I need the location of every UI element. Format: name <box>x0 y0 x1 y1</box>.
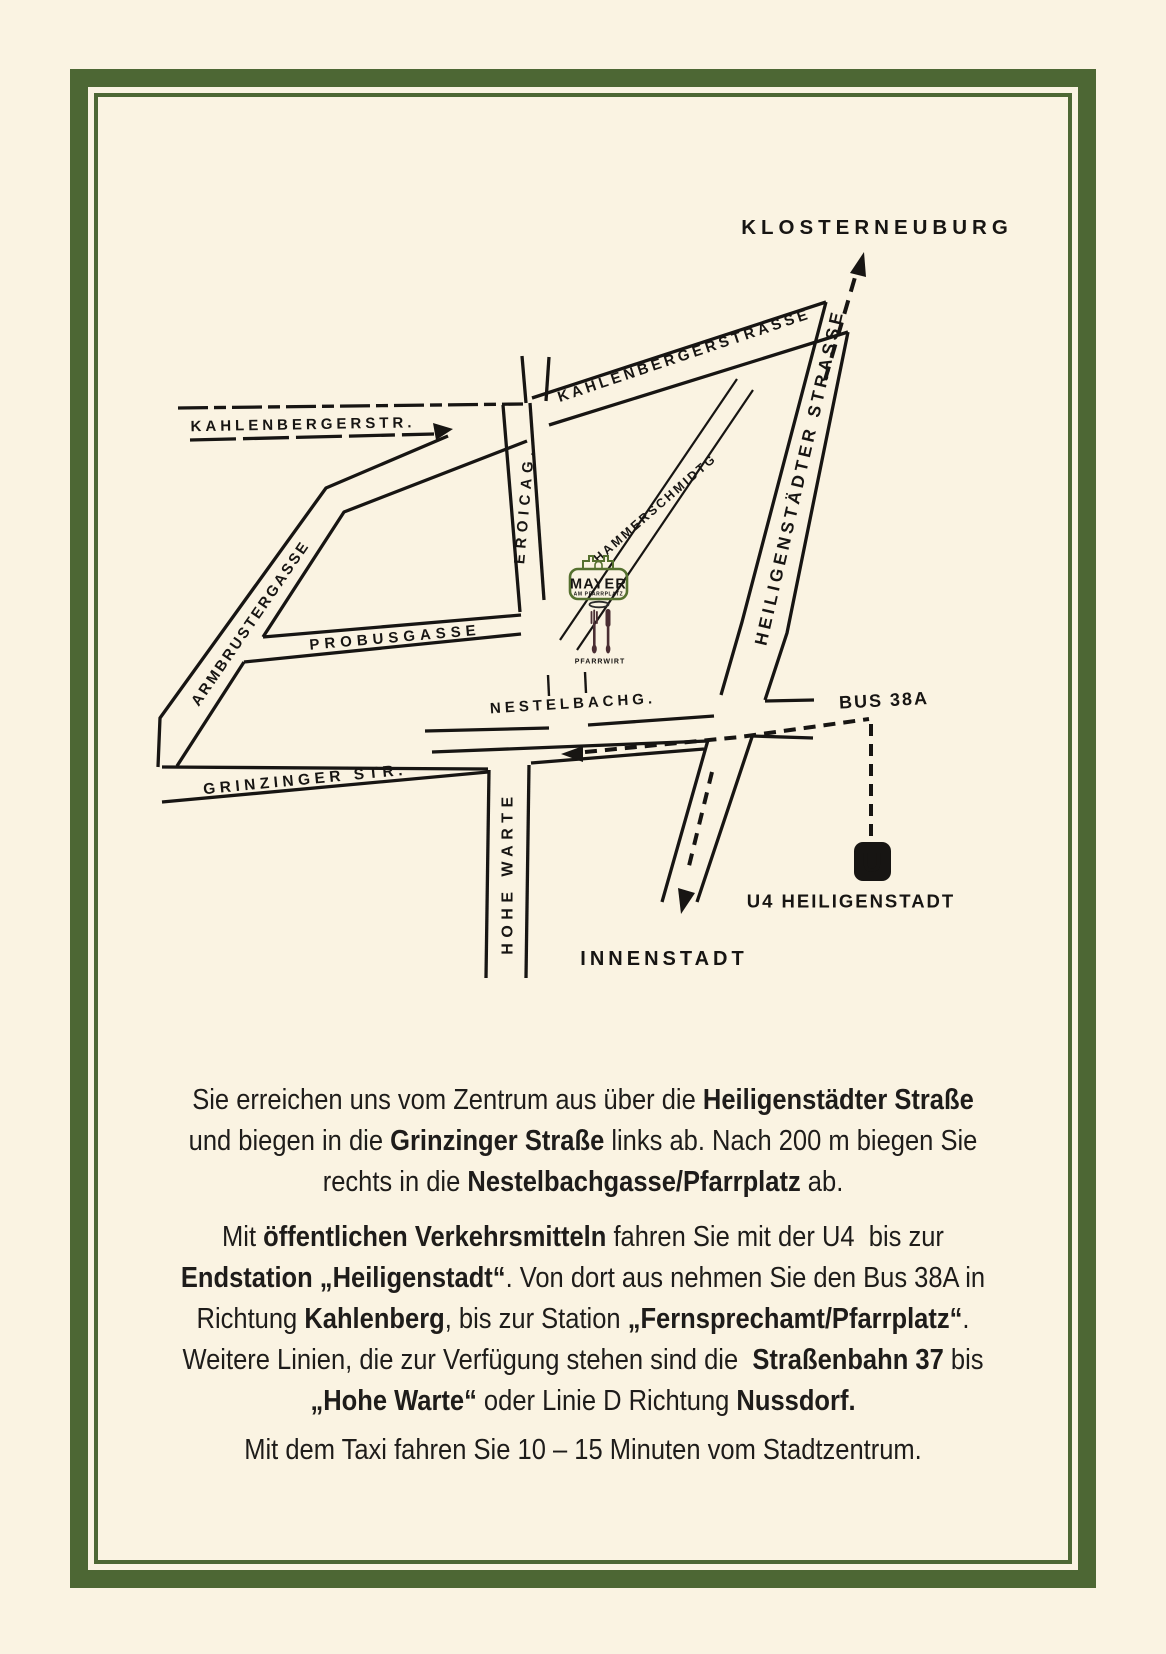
entrance-tick <box>585 672 586 693</box>
street-line <box>178 404 523 408</box>
route-dashed-line <box>585 719 869 752</box>
route-innenstadt <box>678 772 712 914</box>
directions-line <box>151 1258 1015 1299</box>
street-line <box>190 434 434 440</box>
directions-line <box>151 1299 1015 1340</box>
street-label-armbrustergasse: ARMBRUSTERGASSE <box>187 537 314 710</box>
street-line <box>721 302 826 695</box>
text-segment: fahren Sie mit der U4 bis zur <box>606 1221 944 1253</box>
street-line <box>522 356 526 403</box>
text-segment: links ab. Nach 200 m biegen Sie <box>604 1125 978 1157</box>
text-segment: Straßenbahn 37 <box>752 1344 944 1376</box>
street-label-eroicagasse: EROICAG. <box>511 445 539 565</box>
street-label-grinzinger-strasse: GRINZINGER STR. <box>202 761 408 799</box>
directions-line <box>151 1217 1015 1258</box>
text-segment: ab. <box>800 1166 844 1198</box>
text-segment: öffentlichen Verkehrsmitteln <box>263 1221 607 1253</box>
street-line <box>158 436 448 767</box>
label-klosterneuburg: KLOSTERNEUBURG <box>741 216 1013 240</box>
text-segment: Mit <box>222 1221 264 1253</box>
street-line <box>526 765 529 978</box>
street-label-nestelbachgasse: NESTELBACHG. <box>489 690 657 718</box>
directions-line <box>151 1381 1015 1422</box>
street-label-kahlenbergerstr: KAHLENBERGERSTR. <box>190 414 416 436</box>
street-line <box>486 770 489 978</box>
logo-bracket-icon <box>590 602 609 608</box>
directions-line <box>151 1162 1015 1203</box>
label-innenstadt: INNENSTADT <box>580 948 748 970</box>
directions-paragraph-public-transport <box>151 1217 1015 1422</box>
label-u4-heiligenstadt: U4 HEILIGENSTADT <box>746 890 956 912</box>
text-segment: Weitere Linien, die zur Verfügung stehen sind die <box>182 1344 753 1376</box>
directions-line <box>151 1340 1015 1381</box>
directions-line <box>151 1080 1015 1121</box>
street-label-heiligenstaedter-strasse: HEILIGENSTÄDTER STRASSE <box>750 306 848 648</box>
street-line <box>577 390 753 650</box>
text-segment: Mit dem Taxi fahren Sie 10 – 15 Minuten vom Stadtzentrum. <box>244 1434 922 1466</box>
street-line <box>765 332 848 700</box>
directions-line <box>151 1121 1015 1162</box>
text-segment: Kahlenberg <box>304 1303 445 1335</box>
street-label-hohe-warte: HOHE WARTE <box>499 791 517 955</box>
text-segment: Heiligenstädter Straße <box>702 1084 974 1116</box>
street-line <box>531 749 704 763</box>
street-line <box>697 737 752 902</box>
street-line <box>425 716 714 731</box>
text-segment: Nussdorf. <box>736 1385 856 1417</box>
street-armbrustergasse <box>158 436 527 767</box>
logo-subtitle: AM PFARRPLATZ <box>573 591 624 598</box>
route-bus-38a <box>561 700 871 838</box>
ubahn-u-glyph: U <box>862 847 882 878</box>
text-segment: oder Linie D Richtung <box>476 1385 737 1417</box>
arrow-down-icon <box>678 888 695 914</box>
entrance-tick <box>548 675 549 696</box>
text-segment: . Von dort aus nehmen Sie den Bus 38A in <box>505 1262 986 1294</box>
text-segment: Richtung <box>196 1303 305 1335</box>
street-line <box>752 736 813 738</box>
directions-paragraph-taxi <box>151 1430 1015 1471</box>
directions-line <box>151 1430 1015 1471</box>
text-segment: Endstation „Heiligenstadt“ <box>180 1262 506 1294</box>
street-label-kahlenbergerstrasse: KAHLENBERGERSTRASSE <box>555 305 814 406</box>
street-label-hammerschmidtgasse: HAMMERSCHMIDTG <box>591 451 720 566</box>
street-line <box>765 700 814 701</box>
text-segment: „Hohe Warte“ <box>310 1385 477 1417</box>
text-segment: Nestelbachgasse/Pfarrplatz <box>467 1166 801 1198</box>
street-line <box>263 441 527 637</box>
logo-name: MAYER <box>569 576 628 593</box>
text-segment: rechts in die <box>322 1166 468 1198</box>
text-segment: bis <box>943 1344 984 1376</box>
directions-paragraph-driving <box>151 1080 1015 1203</box>
route-dashed-line <box>688 772 712 870</box>
text-segment: Grinzinger Straße <box>390 1125 605 1157</box>
text-segment: „Fernsprechamt/Pfarrplatz“ <box>627 1303 963 1335</box>
text-segment: und biegen in die <box>188 1125 391 1157</box>
arrow-up-icon <box>850 252 866 277</box>
street-label-probusgasse: PROBUSGASSE <box>308 621 482 654</box>
text-segment: , bis zur Station <box>444 1303 628 1335</box>
text-segment: . <box>962 1303 970 1335</box>
text-segment: Sie erreichen uns vom Zentrum aus über die <box>192 1084 703 1116</box>
logo-pfarrwirt-label: PFARRWIRT <box>574 658 626 666</box>
label-bus-38a: BUS 38A <box>838 687 930 713</box>
